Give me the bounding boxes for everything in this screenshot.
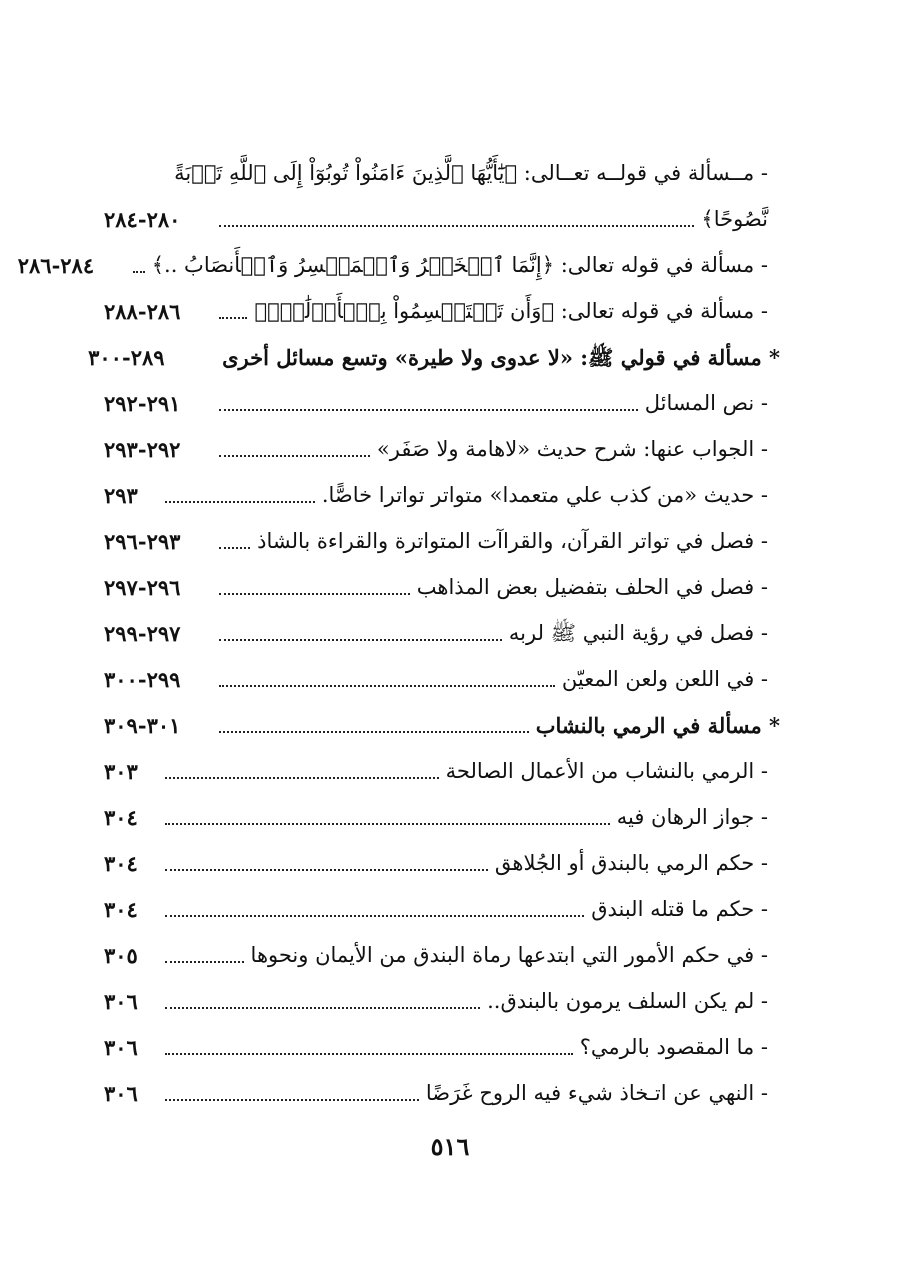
- dot-leader: [219, 225, 694, 227]
- toc-entry-pages: ٢٨٤-٢٨٦: [17, 252, 95, 278]
- toc-entry-title: - في حكم الأمور التي ابتدعها رماة البندق من الأيمان ونحوها: [250, 942, 768, 967]
- toc-entry-title: - حكم الرمي بالبندق أو الجُلاهق: [494, 850, 768, 875]
- toc-entry-pages: ٢٩٣-٢٩٦: [104, 528, 181, 554]
- toc-entry-title: - نص المسائل: [644, 390, 768, 415]
- toc-entry-title: - الجواب عنها: شرح حديث «لاهامة ولا صَفَر»: [376, 436, 768, 461]
- toc-entry-pages: ٢٨٦-٢٨٨: [104, 298, 181, 324]
- toc-entry: [104, 518, 768, 564]
- toc-heading-pages: ٣٠١-٣٠٩: [104, 712, 181, 738]
- toc-entry-pages: ٢٩٦-٢٩٧: [104, 574, 181, 600]
- toc-entry-pages: ٢٩٧-٢٩٩: [104, 620, 181, 646]
- page-number: ٥١٦: [430, 1132, 470, 1161]
- toc-entry-title: - مــسألة في قولــه تعــالى: ﴿يَٰٓأَيُّهَا ٱلَّذِينَ ءَامَنُواْ تُوبُوٓاْ إِلَى ٱللَّهِ تَوۡبَةً: [174, 160, 768, 185]
- toc-entry-title: - ما المقصود بالرمي؟: [579, 1034, 768, 1059]
- toc-entry: [104, 840, 768, 886]
- toc-entry: [104, 564, 768, 610]
- toc-entry-title: - لم يكن السلف يرمون بالبندق..: [487, 988, 768, 1013]
- dot-leader: [219, 685, 555, 687]
- toc-heading-title: * مسألة في الرمي بالنشاب: [535, 712, 780, 738]
- toc-entry-title: نَّصُوحًا﴾: [701, 206, 768, 231]
- toc-entry-pages: ٢٨٠-٢٨٤: [104, 206, 181, 232]
- toc-entry-title: - الرمي بالنشاب من الأعمال الصالحة: [445, 758, 768, 783]
- toc-entry-title: - حديث «من كذب علي متعمدا» متواتر تواترا خاصًّا.: [321, 482, 768, 507]
- dot-leader: [219, 639, 502, 641]
- toc-entry: [104, 1024, 768, 1070]
- toc-entry: [104, 886, 768, 932]
- toc-section-heading: [104, 702, 780, 748]
- toc-entry-pages: ٢٩٢-٢٩٣: [104, 436, 181, 462]
- toc-entry: [104, 288, 768, 334]
- toc-entry: [104, 1070, 768, 1116]
- table-of-contents: [17, 150, 780, 1116]
- toc-entry: [104, 656, 768, 702]
- toc-entry-title: - مسألة في قوله تعالى: ﴿إِنَّمَا ٱلۡخَمۡرُ وَٱلۡمَيۡسِرُ وَٱلۡأَنصَابُ ..﴾: [151, 252, 768, 277]
- toc-entry: [104, 150, 768, 196]
- toc-entry-pages: ٣٠٦: [104, 988, 138, 1014]
- dot-leader: [165, 501, 315, 503]
- toc-entry-title: - جواز الرهان فيه: [616, 804, 768, 829]
- toc-entry-title: - في اللعن ولعن المعيّن: [561, 666, 768, 691]
- toc-entry: [104, 932, 768, 978]
- dot-leader: [165, 823, 610, 825]
- toc-entry-pages: ٢٩٣: [104, 482, 138, 508]
- dot-leader: [165, 1099, 419, 1101]
- toc-entry: [104, 610, 768, 656]
- toc-entry-pages: ٣٠٣: [104, 758, 138, 784]
- toc-entry-title: - النهي عن اتـخاذ شيء فيه الروح غَرَضًا: [425, 1080, 768, 1105]
- dot-leader: [219, 409, 638, 411]
- toc-section-heading: [88, 334, 780, 380]
- dot-leader: [219, 455, 370, 457]
- toc-entry-pages: ٣٠٤: [104, 804, 138, 830]
- dot-leader: [219, 547, 250, 549]
- toc-entry-pages: ٣٠٤: [104, 850, 138, 876]
- dot-leader: [165, 961, 244, 963]
- toc-entry-title: - حكم ما قتله البندق: [591, 896, 768, 921]
- toc-entry: [104, 794, 768, 840]
- toc-entry: [104, 978, 768, 1024]
- dot-leader: [133, 271, 145, 273]
- toc-entry: [104, 472, 768, 518]
- toc-entry-title: - فصل في رؤية النبي ﷺ لربه: [508, 620, 768, 645]
- toc-entry-pages: ٣٠٥: [104, 942, 138, 968]
- toc-entry-pages: ٣٠٦: [104, 1034, 138, 1060]
- toc-entry: [17, 242, 768, 288]
- toc-entry-pages: ٣٠٦: [104, 1080, 138, 1106]
- dot-leader: [165, 869, 488, 871]
- toc-entry-title: - فصل في تواتر القرآن، والقراآت المتواترة والقراءة بالشاذ: [257, 528, 768, 553]
- dot-leader: [165, 1053, 573, 1055]
- toc-entry-title: - مسألة في قوله تعالى: ﴿وَأَن تَسۡتَقۡسِمُواْ بِٱلۡأَزۡلَٰمِۚ﴾: [254, 298, 768, 323]
- dot-leader: [219, 731, 529, 733]
- toc-entry-title: - فصل في الحلف بتفضيل بعض المذاهب: [416, 574, 768, 599]
- toc-entry-pages: ٢٩٩-٣٠٠: [104, 666, 181, 692]
- toc-entry: [104, 748, 768, 794]
- toc-entry: [104, 196, 768, 242]
- dot-leader: [165, 777, 439, 779]
- dot-leader: [219, 593, 410, 595]
- dot-leader: [219, 317, 247, 319]
- dot-leader: [203, 363, 215, 365]
- toc-entry: [104, 426, 768, 472]
- dot-leader: [165, 915, 584, 917]
- toc-heading-pages: ٢٨٩-٣٠٠: [88, 344, 165, 370]
- toc-entry: [104, 380, 768, 426]
- toc-entry-pages: ٣٠٤: [104, 896, 138, 922]
- dot-leader: [165, 1007, 480, 1009]
- toc-heading-title: * مسألة في قولي ﷺ: «لا عدوى ولا طيرة» وتسع مسائل أخرى: [222, 344, 780, 370]
- toc-entry-pages: ٢٩١-٢٩٢: [104, 390, 181, 416]
